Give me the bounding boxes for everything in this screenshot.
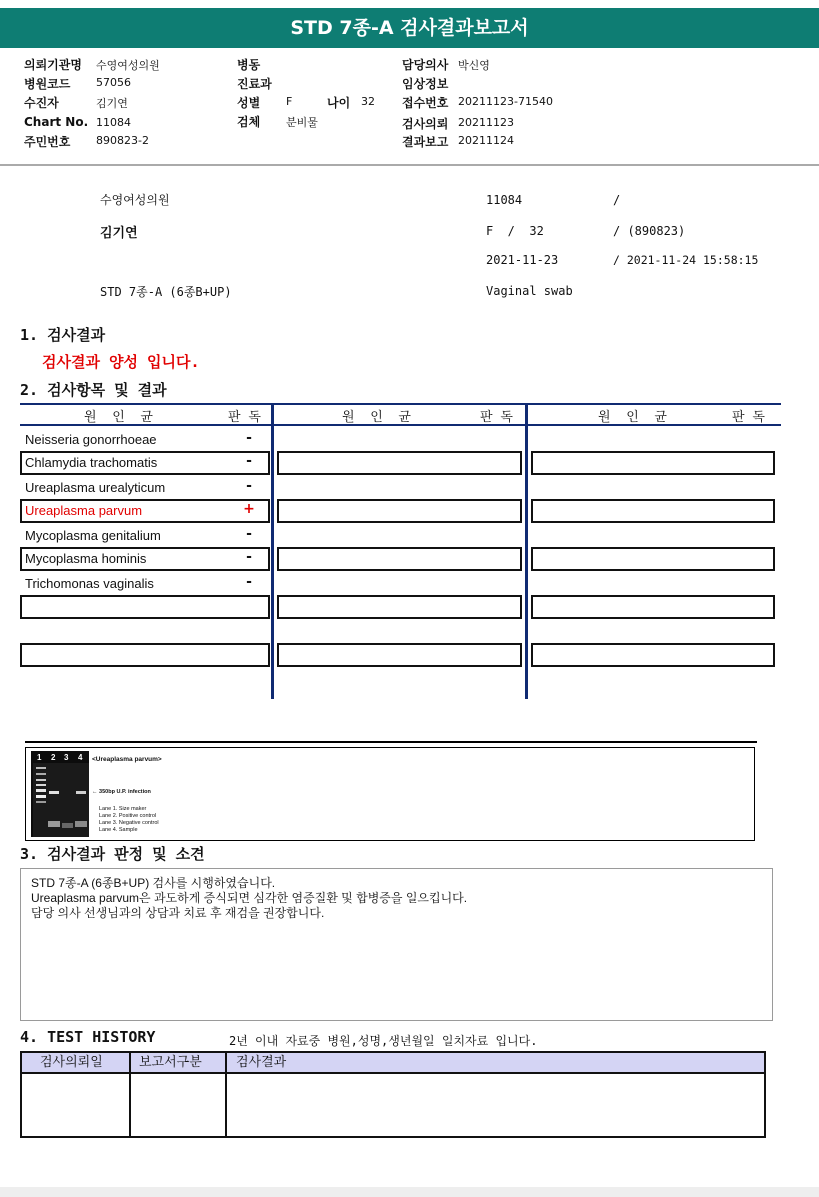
history-col-result: 검사결과 [236,1055,287,1070]
value-chart-no: 11084 [96,116,131,129]
gel-band-label: ← 350bp U.P. infection [92,789,151,795]
col-header-result: 판 독 [228,410,261,425]
empty-row [277,643,522,667]
result-mark: - [246,478,252,494]
label-receipt-no: 접수번호 [402,96,449,110]
column-divider [271,403,274,699]
results-table [20,403,781,699]
summary-test-name: STD 7종-A (6종B+UP) [100,285,232,299]
history-header [22,1053,764,1074]
label-ward: 병동 [237,58,261,72]
label-requesting-org: 의뢰기관명 [24,58,82,72]
section1-title: 1. 검사결과 [20,326,106,344]
label-sex: 성별 [237,96,261,110]
label-patient: 수진자 [24,96,59,110]
section4-title: 4. TEST HISTORY [20,1028,156,1046]
value-specimen: 분비물 [286,116,318,129]
value-request-date: 20211123 [458,116,514,129]
opinion-line: 담당 의사 선생님과의 상담과 치료 후 재검을 권장합니다. [31,906,325,920]
table-row [20,499,270,523]
table-row [20,547,270,571]
label-report-date: 결과보고 [402,135,449,149]
summary-patient-name: 김기연 [100,226,138,241]
label-specimen: 검체 [237,115,261,129]
organism-name: Mycoplasma hominis [25,551,147,566]
gel-legend-line: Lane 2. Positive control [99,813,157,819]
label-chart-no: Chart No. [24,115,89,129]
organism-name: Ureaplasma parvum [25,503,143,518]
empty-row [531,451,775,475]
summary-receive-date: 2021-11-23 [486,253,559,267]
value-sex: F [286,95,293,108]
empty-row [277,595,522,619]
summary-chart-no: 11084 [486,193,523,207]
empty-row [531,643,775,667]
history-col-divider [129,1053,131,1136]
summary-sex-age: F / 32 [486,224,544,238]
col-header-organism: 원 인 균 [598,410,667,425]
history-table [20,1051,766,1138]
gel-lane-label: 3 [64,753,69,762]
summary-hospital: 수영여성의원 [100,193,170,207]
value-age: 32 [361,95,375,108]
col-header-result: 판 독 [732,410,765,425]
empty-row [20,595,270,619]
opinion-line: Ureaplasma parvum은 과도하게 증식되면 심각한 염증질환 및 합병증을 일으킵니다. [31,891,468,905]
label-clinical-info: 임상정보 [402,77,449,91]
col-header-organism: 원 인 균 [84,410,153,425]
gel-heading: <Ureaplasma parvum> [92,756,162,763]
organism-name: Chlamydia trachomatis [25,455,158,470]
empty-row [20,643,270,667]
history-col-request-date: 검사의뢰일 [40,1055,103,1070]
result-mark: - [246,453,252,469]
result-mark: - [246,549,252,565]
value-report-date: 20211124 [458,134,514,147]
empty-row [277,499,522,523]
organism-name: Ureaplasma urealyticum [25,480,166,495]
result-mark: + [243,501,255,517]
summary-specimen: Vaginal swab [486,284,573,298]
label-doctor: 담당의사 [402,58,449,72]
gel-legend-line: Lane 4. Sample [99,827,138,833]
footer-band [0,1187,819,1197]
header-divider [0,164,819,166]
section2-title: 2. 검사항목 및 결과 [20,381,167,399]
summary-slash: / [613,193,621,207]
gel-lane-label: 4 [78,753,83,762]
organism-name: Trichomonas vaginalis [25,576,154,591]
empty-row [277,451,522,475]
gel-legend-line: Lane 3. Negative control [99,820,159,826]
organism-name: Neisseria gonorrhoeae [25,432,157,447]
history-col-report-type: 보고서구분 [139,1055,202,1070]
table-row [20,524,270,548]
gel-lane-label: 2 [51,753,56,762]
gel-electrophoresis-image [31,751,169,837]
organism-name: Mycoplasma genitalium [25,528,161,543]
summary-birth: / (890823) [613,224,686,238]
result-mark: - [246,574,252,590]
value-resident-no: 890823-2 [96,134,149,147]
section3-title: 3. 검사결과 판정 및 소견 [20,845,205,863]
result-mark: - [246,526,252,542]
col-header-result: 판 독 [480,410,513,425]
empty-row [277,547,522,571]
summary-report-datetime: / 2021-11-24 15:58:15 [613,253,759,267]
column-divider [525,403,528,699]
result-mark: - [246,430,252,446]
label-age: 나이 [327,96,351,110]
header-info [0,52,819,162]
label-resident-no: 주민번호 [24,135,71,149]
empty-row [531,499,775,523]
opinion-line: STD 7종-A (6종B+UP) 검사를 시행하였습니다. [31,876,276,890]
value-requesting-org: 수영여성의원 [96,59,160,72]
value-receipt-no: 20211123-71540 [458,95,553,108]
table-row [20,428,270,452]
table-row [20,572,270,596]
col-header-organism: 원 인 균 [342,410,411,425]
label-request-date: 검사의뢰 [402,117,449,131]
gel-top-line [25,741,757,743]
gel-lane-label: 1 [37,753,42,762]
value-doctor: 박신영 [458,59,490,72]
table-row [20,451,270,475]
table-row [20,476,270,500]
table-top-line [20,403,781,405]
empty-row [531,595,775,619]
history-note: 2년 이내 자료중 병원,성명,생년월일 일치자료 입니다. [229,1034,538,1048]
value-hospital-code: 57056 [96,76,131,89]
label-department: 진료과 [237,77,272,91]
empty-row [531,547,775,571]
history-col-divider [225,1053,227,1136]
opinion-box [20,868,773,1021]
report-title: STD 7종-A 검사결과보고서 [0,8,819,48]
gel-legend-line: Lane 1. Size maker [99,806,147,812]
value-patient: 김기연 [96,97,128,110]
label-hospital-code: 병원코드 [24,77,71,91]
result-summary: 검사결과 양성 입니다. [42,353,200,371]
